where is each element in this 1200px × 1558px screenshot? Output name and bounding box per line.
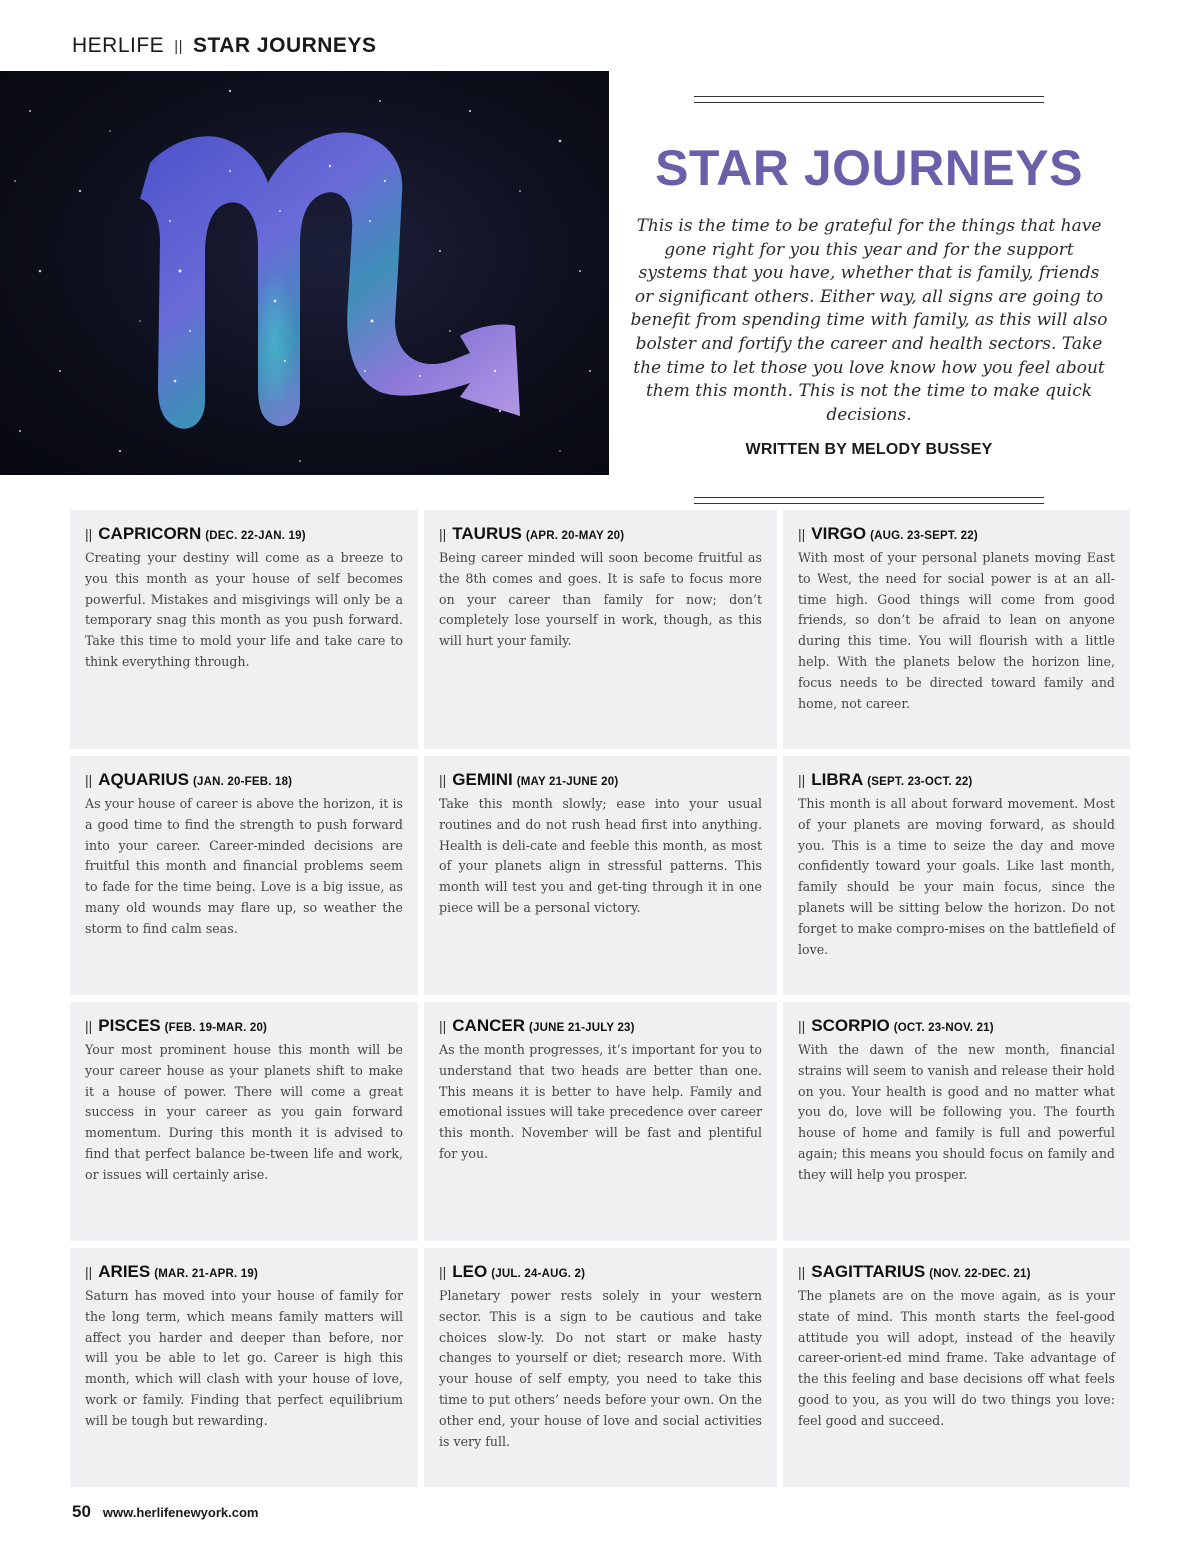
sign-heading bbox=[798, 524, 1115, 544]
hero-image bbox=[0, 71, 609, 475]
sign-heading bbox=[798, 770, 1115, 790]
bottom-rule bbox=[694, 497, 1044, 504]
sign-name: SAGITTARIUS bbox=[811, 1262, 926, 1281]
sign-heading bbox=[85, 524, 403, 544]
sign-text: With most of your personal planets moving East to West, the need for social power is at an all-time high. Good things will come from good friends, so don’t be afraid to lean on anyone during this time. You will flourish with a little help. With the planets below the horizon line, focus needs to be directed toward family and home, not career. bbox=[798, 550, 1115, 711]
sign-text: As your house of career is above the horizon, it is a good time to find the strength to push forward into your career. Career-minded decisions are fruitful this month and financial problems seem to fade for the time being. Love is a big issue, as many old wounds may flare up, so weather the storm to find calm seas. bbox=[85, 796, 403, 936]
sign-dates: (JUL. 24-AUG. 2) bbox=[491, 1268, 586, 1280]
sign-name: GEMINI bbox=[452, 770, 513, 789]
sign-text: Planetary power rests solely in your western sector. This is a sign to be cautious and take choices slow-ly. Do not start or make hasty changes to yourself or diet; research more. With your house of self empty, you need to take this time to put others’ needs before your own. On the other end, your house of love and social activities is very full. bbox=[439, 1288, 762, 1449]
top-rule bbox=[694, 96, 1044, 103]
page-footer bbox=[72, 1502, 258, 1522]
separator: || bbox=[798, 1264, 806, 1280]
sign-heading bbox=[85, 1016, 403, 1036]
sign-text: Your most prominent house this month will be your career house as your planets shift to make it a house of power. There will come a great success in your career as you gain forward momentum. During this month it is advised to find that perfect balance be-tween life and work, or issues will certainly arise. bbox=[85, 1042, 403, 1182]
intro-block bbox=[630, 96, 1108, 504]
separator: || bbox=[85, 526, 93, 542]
horoscope-grid bbox=[70, 510, 1130, 1487]
separator: || bbox=[798, 772, 806, 788]
sign-heading bbox=[85, 770, 403, 790]
sign-card-libra bbox=[783, 756, 1130, 995]
byline: WRITTEN BY MELODY BUSSEY bbox=[745, 441, 993, 459]
sign-heading bbox=[439, 770, 762, 790]
separator: || bbox=[798, 1018, 806, 1034]
sign-text: Creating your destiny will come as a breeze to you this month as your house of self becomes powerful. Mistakes and misgivings will only be a temporary snag this month as you push forward. Take this time to mold your life and take care to think everything through. bbox=[85, 550, 403, 669]
sign-name: CANCER bbox=[452, 1016, 526, 1035]
sign-dates: (OCT. 23-NOV. 21) bbox=[893, 1022, 994, 1034]
sign-name: PISCES bbox=[98, 1016, 161, 1035]
scorpio-symbol-icon bbox=[0, 71, 609, 475]
sign-heading bbox=[439, 1262, 762, 1282]
separator: || bbox=[439, 1264, 447, 1280]
sign-heading bbox=[439, 1016, 762, 1036]
page-title: STAR JOURNEYS bbox=[655, 140, 1083, 196]
page-number: 50 bbox=[72, 1502, 91, 1521]
sign-card-aries bbox=[70, 1248, 418, 1487]
sign-dates: (SEPT. 23-OCT. 22) bbox=[867, 776, 973, 788]
separator: || bbox=[174, 38, 183, 55]
sign-card-pisces bbox=[70, 1002, 418, 1241]
running-head bbox=[72, 34, 376, 58]
sign-text: As the month progresses, it’s important for you to understand that two heads are better than one. This means it is better to have help. Family and emotional issues will take precedence over career this month. November will be fast and plentiful for you. bbox=[439, 1042, 762, 1161]
sign-card-aquarius bbox=[70, 756, 418, 995]
sign-card-gemini bbox=[424, 756, 777, 995]
separator: || bbox=[439, 772, 447, 788]
sign-card-leo bbox=[424, 1248, 777, 1487]
sign-dates: (DEC. 22-JAN. 19) bbox=[205, 530, 306, 542]
sign-dates: (MAY 21-JUNE 20) bbox=[516, 776, 619, 788]
sign-name: VIRGO bbox=[811, 524, 867, 543]
sign-heading bbox=[439, 524, 762, 544]
separator: || bbox=[85, 1264, 93, 1280]
separator: || bbox=[439, 526, 447, 542]
sign-name: ARIES bbox=[98, 1262, 151, 1281]
sign-heading bbox=[798, 1262, 1115, 1282]
sign-name: AQUARIUS bbox=[98, 770, 189, 789]
sign-name: LIBRA bbox=[811, 770, 864, 789]
sign-card-cancer bbox=[424, 1002, 777, 1241]
website-link[interactable]: www.herlifenewyork.com bbox=[102, 1505, 259, 1520]
sign-text: Saturn has moved into your house of family for the long term, which means family matters will affect you harder and deeper than before, nor will you be able to let go. Career is high this month, which will clash with your house of love, work or family. Finding that perfect equilibrium will be tough but rewarding. bbox=[85, 1288, 403, 1428]
sign-heading bbox=[798, 1016, 1115, 1036]
sign-text: Take this month slowly; ease into your usual routines and do not rush head first into anything. Health is deli-cate and feeble this month, as most of your planets align in stressful patterns. This month will test you and get-ting through it in one piece will be a personal victory. bbox=[439, 796, 762, 915]
sign-text: Being career minded will soon become fruitful as the 8th comes and goes. It is safe to focus more on your career than family for now; don’t completely lose yourself in work, though, as this will hurt your family. bbox=[439, 550, 762, 649]
sign-dates: (FEB. 19-MAR. 20) bbox=[164, 1022, 268, 1034]
sign-card-taurus bbox=[424, 510, 777, 749]
running-title: STAR JOURNEYS bbox=[192, 34, 377, 57]
sign-card-virgo bbox=[783, 510, 1130, 749]
intro-text: This is the time to be grateful for the things that have gone right for you this year and for the support systems that you have, whether that is family, friends or significant others. Either way, all signs are going to benefit from spending time with family, as this will also bolster and fortify the career and health sectors. Take the time to let those you love know how you feel about them this month. This is not the time to make quick decisions. bbox=[630, 216, 1108, 425]
sign-dates: (MAR. 21-APR. 19) bbox=[154, 1268, 258, 1280]
sign-card-scorpio bbox=[783, 1002, 1130, 1241]
separator: || bbox=[798, 526, 806, 542]
section-name: HERLIFE bbox=[72, 34, 165, 57]
sign-dates: (AUG. 23-SEPT. 22) bbox=[870, 530, 978, 542]
sign-heading bbox=[85, 1262, 403, 1282]
sign-card-sagittarius bbox=[783, 1248, 1130, 1487]
sign-name: LEO bbox=[452, 1262, 488, 1281]
sign-dates: (APR. 20-MAY 20) bbox=[525, 530, 625, 542]
sign-name: SCORPIO bbox=[811, 1016, 890, 1035]
separator: || bbox=[85, 1018, 93, 1034]
sign-text: The planets are on the move again, as is your state of mind. This month starts the feel-good attitude you will adopt, instead of the heavily career-orient-ed mind frame. Take advantage of the this feeling and base decisions off what feels good to you, as you will do two things you love: feel good and succeed. bbox=[798, 1288, 1115, 1428]
sign-name: TAURUS bbox=[452, 524, 522, 543]
sign-dates: (JAN. 20-FEB. 18) bbox=[192, 776, 293, 788]
separator: || bbox=[85, 772, 93, 788]
separator: || bbox=[439, 1018, 447, 1034]
sign-text: This month is all about forward movement. Most of your planets are moving forward, as should you. This is a time to seize the day and move confidently toward your goals. Like last month, family should be your main focus, since the planets will be sitting below the horizon. Do not forget to make compro-mises on the battlefield of love. bbox=[798, 796, 1115, 957]
sign-dates: (JUNE 21-JULY 23) bbox=[529, 1022, 635, 1034]
sign-card-capricorn bbox=[70, 510, 418, 749]
sign-text: With the dawn of the new month, financial strains will seem to vanish and release their hold on you. Your health is good and no matter what you do, love will be following you. The fourth house of home and family is full and powerful again; this means you should focus on family and they will help you prosper. bbox=[798, 1042, 1115, 1182]
sign-dates: (NOV. 22-DEC. 21) bbox=[929, 1268, 1031, 1280]
sign-name: CAPRICORN bbox=[98, 524, 202, 543]
